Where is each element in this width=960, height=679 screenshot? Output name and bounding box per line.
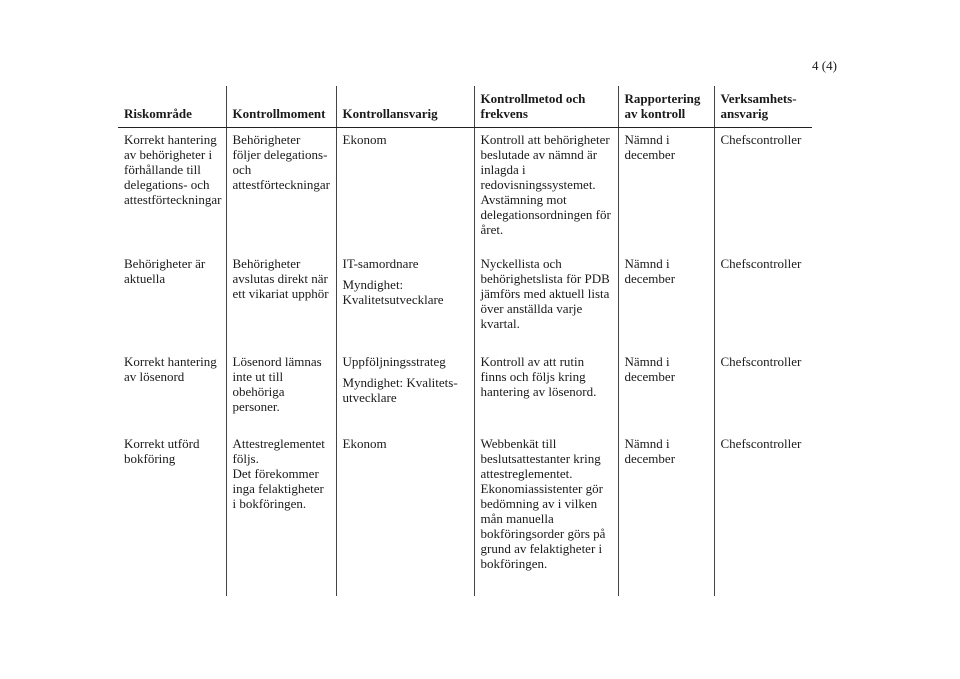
page-number: 4 (4) (812, 58, 837, 73)
table-row (118, 128, 812, 253)
cell-risk: Behörigheter är aktuella (118, 252, 226, 350)
moment-primary: Attestreglementet följs. (232, 436, 325, 466)
header-kontrollansvarig: Kontrollansvarig (336, 86, 474, 128)
ansvarig-secondary: Myndighet: Kvalitetsutvecklare (342, 277, 444, 307)
cell-ansvarig: Ekonom (336, 432, 474, 596)
cell-moment (226, 432, 336, 596)
cell-verksamhetsansvarig: Chefscontroller (714, 432, 812, 596)
cell-metod (474, 432, 618, 596)
header-riskomrade: Riskområde (118, 86, 226, 128)
header-verksamhetsansvarig: Verksamhets-ansvarig (714, 86, 812, 128)
ansvarig-primary: Uppföljningsstrateg (342, 354, 446, 369)
moment-secondary: Det förekommer inga felaktigheter i bokföringen. (232, 466, 324, 511)
control-plan-table (118, 86, 812, 596)
cell-rapportering: Nämnd i december (618, 350, 714, 432)
ansvarig-secondary: Myndighet: Kvalitets-utvecklare (342, 375, 458, 405)
cell-ansvarig: Ekonom (336, 128, 474, 253)
cell-risk: Korrekt hantering av lösenord (118, 350, 226, 432)
cell-moment: Behörigheter följer delegations- och attestförteckningar (226, 128, 336, 253)
table-row (118, 432, 812, 596)
cell-metod: Kontroll att behörigheter beslutade av nämnd är inlagda i redovisningssystemet. Avstämning mot delegationsordningen för året. (474, 128, 618, 253)
header-kontrollmoment: Kontrollmoment (226, 86, 336, 128)
cell-ansvarig (336, 252, 474, 350)
header-kontrollmetod: Kontrollmetod och frekvens (474, 86, 618, 128)
cell-metod: Kontroll av att rutin finns och följs kring hantering av lösenord. (474, 350, 618, 432)
table-row (118, 350, 812, 432)
cell-verksamhetsansvarig: Chefscontroller (714, 128, 812, 253)
cell-verksamhetsansvarig: Chefscontroller (714, 252, 812, 350)
cell-metod: Nyckellista och behörighetslista för PDB jämförs med aktuell lista över anställda varje kvartal. (474, 252, 618, 350)
cell-ansvarig (336, 350, 474, 432)
table-header-row (118, 86, 812, 128)
cell-rapportering: Nämnd i december (618, 252, 714, 350)
metod-secondary: Ekonomiassistenter gör bedömning av i vilken mån manuella bokföringsorder görs på grund av felaktigheter i bokföringen. (480, 481, 606, 571)
cell-verksamhetsansvarig: Chefscontroller (714, 350, 812, 432)
cell-rapportering: Nämnd i december (618, 128, 714, 253)
cell-rapportering: Nämnd i december (618, 432, 714, 596)
metod-primary: Webbenkät till beslutsattestanter kring attestreglementet. (480, 436, 601, 481)
header-rapportering: Rapportering av kontroll (618, 86, 714, 128)
cell-risk: Korrekt hantering av behörigheter i förhållande till delegations- och attestförteckningar (118, 128, 226, 253)
cell-risk: Korrekt utförd bokföring (118, 432, 226, 596)
cell-moment: Behörigheter avslutas direkt när ett vikariat upphör (226, 252, 336, 350)
ansvarig-primary: IT-samordnare (342, 256, 419, 271)
table-row (118, 252, 812, 350)
cell-moment: Lösenord lämnas inte ut till obehöriga personer. (226, 350, 336, 432)
